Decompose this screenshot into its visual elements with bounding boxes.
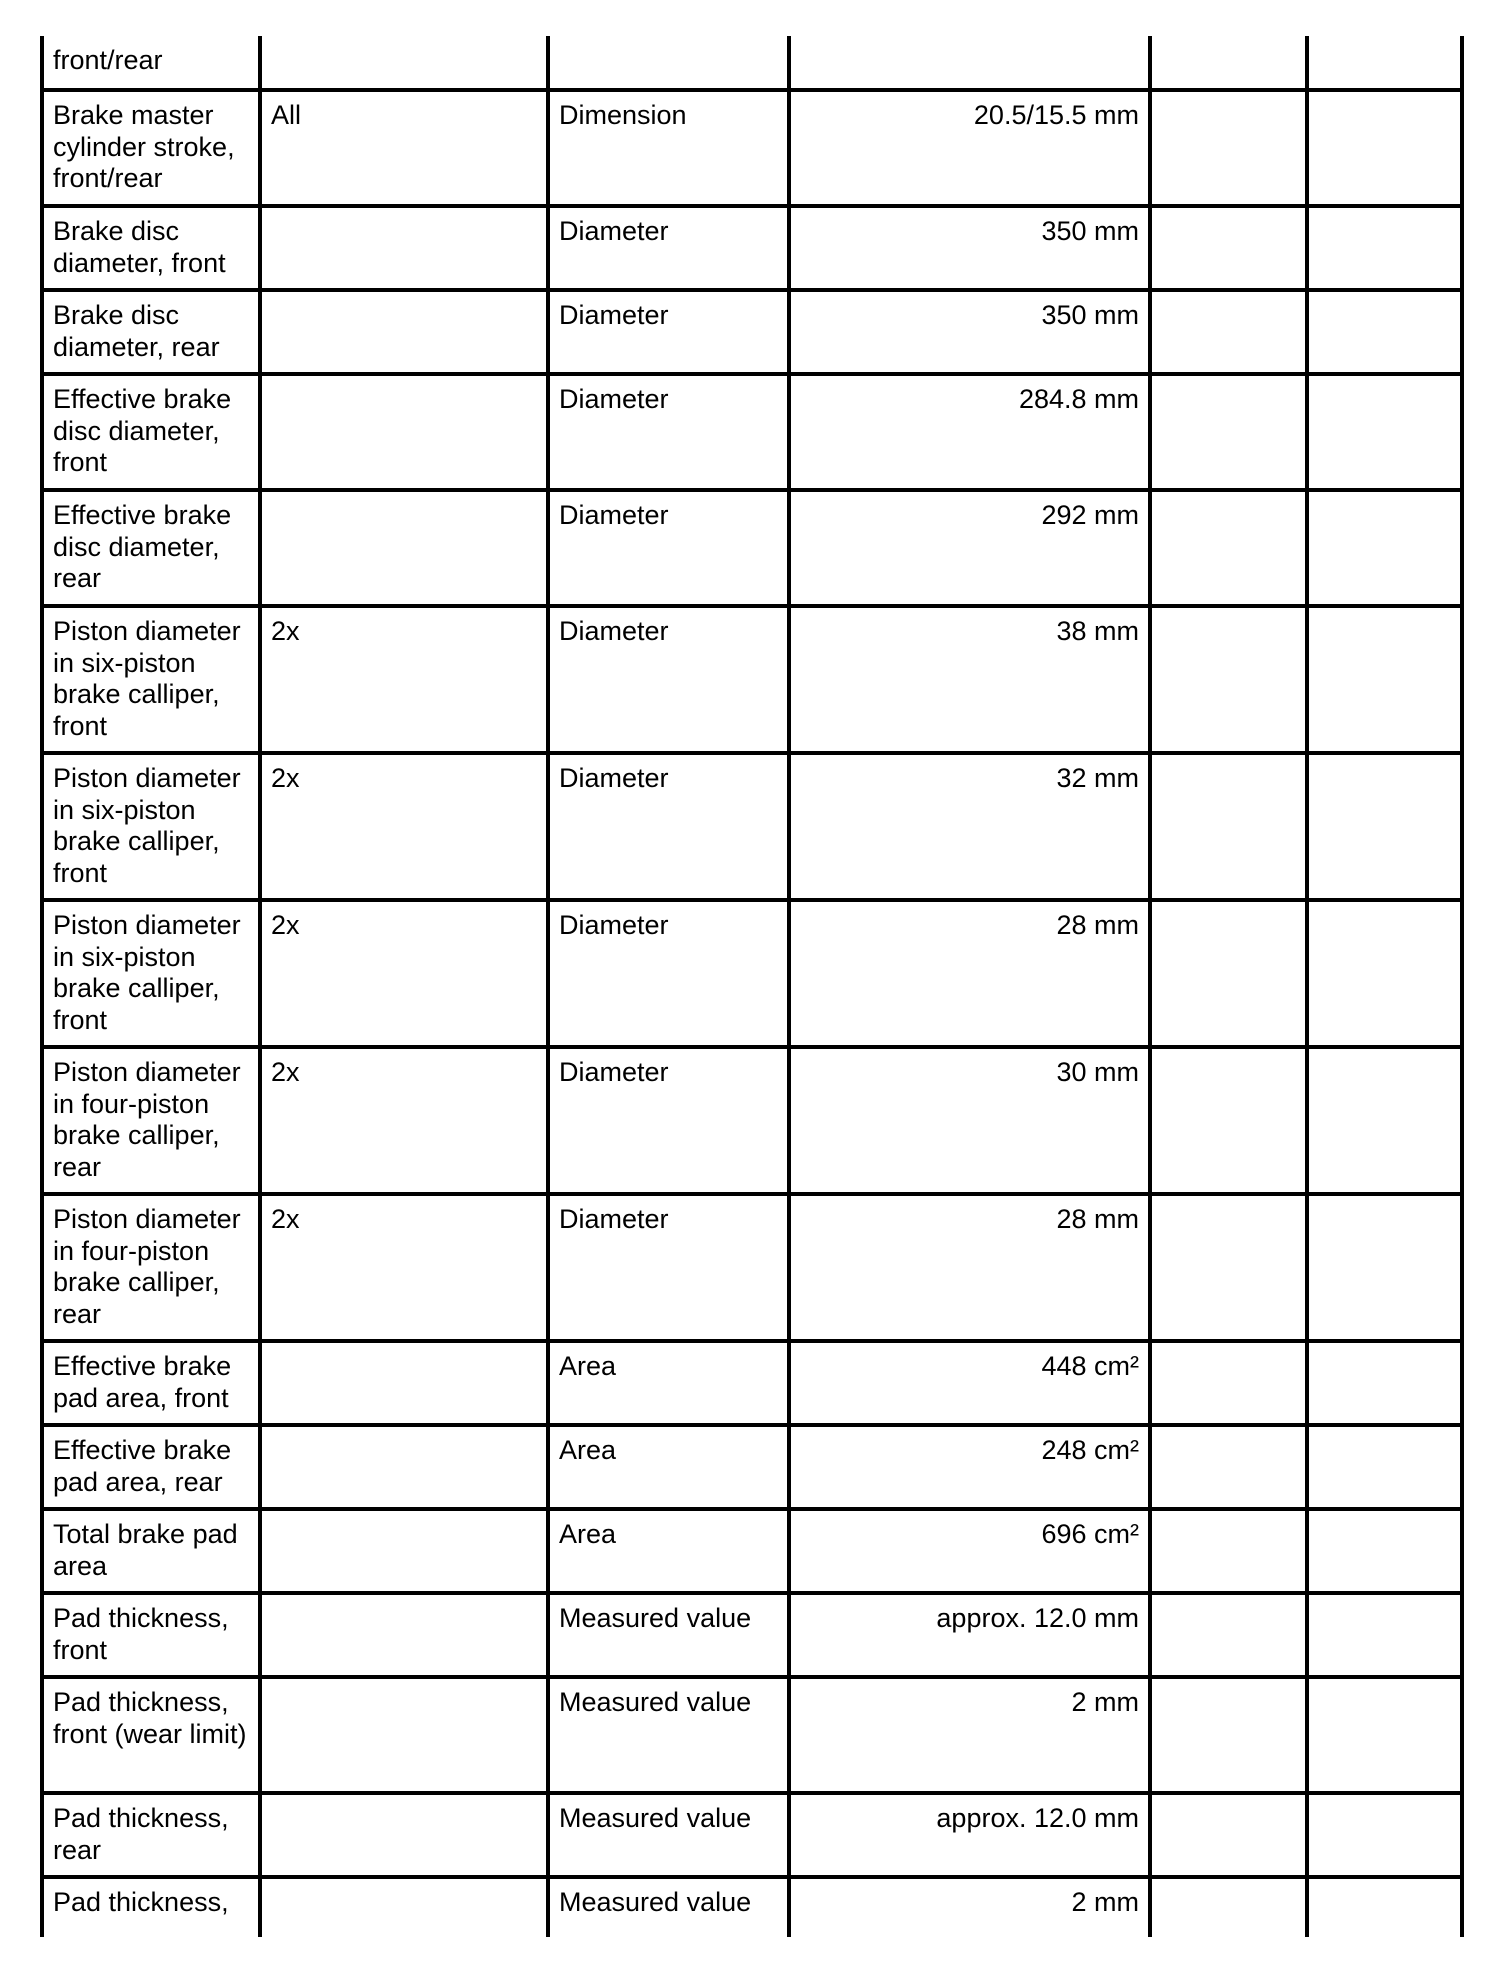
extra-cell — [1307, 1047, 1462, 1194]
type-cell: Diameter — [548, 1194, 789, 1341]
table-row — [42, 606, 1462, 753]
extra-cell — [1307, 374, 1462, 490]
quantity-cell — [260, 206, 548, 290]
extra-cell — [1307, 753, 1462, 900]
extra-cell — [1307, 1509, 1462, 1593]
type-cell: Area — [548, 1341, 789, 1425]
table-row — [42, 90, 1462, 206]
table-row — [42, 900, 1462, 1047]
table-row — [42, 206, 1462, 290]
parameter-cell: Piston diameter in four-piston brake calliper, rear — [42, 1194, 260, 1341]
extra-cell — [1307, 1425, 1462, 1509]
value-cell: 448 cm² — [789, 1341, 1150, 1425]
extra-cell — [1150, 374, 1307, 490]
quantity-cell: 2x — [260, 900, 548, 1047]
parameter-cell: Effective brake disc diameter, rear — [42, 490, 260, 606]
type-cell: Diameter — [548, 606, 789, 753]
value-cell: approx. 12.0 mm — [789, 1793, 1150, 1877]
value-cell: 350 mm — [789, 206, 1150, 290]
table-row — [42, 1341, 1462, 1425]
value-cell: 32 mm — [789, 753, 1150, 900]
quantity-cell: All — [260, 90, 548, 206]
parameter-cell: Piston diameter in four-piston brake calliper, rear — [42, 1047, 260, 1194]
extra-cell — [1150, 90, 1307, 206]
parameter-cell: Effective brake pad area, front — [42, 1341, 260, 1425]
extra-cell — [1307, 606, 1462, 753]
quantity-cell — [260, 1341, 548, 1425]
type-cell — [548, 36, 789, 90]
value-cell: 2 mm — [789, 1677, 1150, 1793]
extra-cell — [1150, 1194, 1307, 1341]
parameter-cell: Pad thickness, — [42, 1877, 260, 1937]
quantity-cell: 2x — [260, 606, 548, 753]
parameter-cell: Pad thickness, rear — [42, 1793, 260, 1877]
parameter-cell: Effective brake disc diameter, front — [42, 374, 260, 490]
extra-cell — [1150, 290, 1307, 374]
parameter-cell: Piston diameter in six-piston brake calliper, front — [42, 753, 260, 900]
quantity-cell: 2x — [260, 1194, 548, 1341]
type-cell: Area — [548, 1509, 789, 1593]
extra-cell — [1307, 1877, 1462, 1937]
type-cell: Dimension — [548, 90, 789, 206]
extra-cell — [1150, 1677, 1307, 1793]
quantity-cell — [260, 1425, 548, 1509]
value-cell: 2 mm — [789, 1877, 1150, 1937]
value-cell: 248 cm² — [789, 1425, 1150, 1509]
value-cell: 28 mm — [789, 1194, 1150, 1341]
value-cell: 20.5/15.5 mm — [789, 90, 1150, 206]
brake-spec-table — [40, 36, 1464, 1937]
value-cell: 350 mm — [789, 290, 1150, 374]
type-cell: Diameter — [548, 753, 789, 900]
quantity-cell: 2x — [260, 753, 548, 900]
table-row — [42, 1047, 1462, 1194]
quantity-cell — [260, 36, 548, 90]
extra-cell — [1150, 606, 1307, 753]
parameter-cell: Brake disc diameter, front — [42, 206, 260, 290]
extra-cell — [1150, 1793, 1307, 1877]
value-cell: 284.8 mm — [789, 374, 1150, 490]
type-cell: Area — [548, 1425, 789, 1509]
parameter-cell: Pad thickness, front (wear limit) — [42, 1677, 260, 1793]
type-cell: Diameter — [548, 206, 789, 290]
table-row — [42, 1793, 1462, 1877]
extra-cell — [1307, 490, 1462, 606]
extra-cell — [1150, 206, 1307, 290]
type-cell: Measured value — [548, 1877, 789, 1937]
value-cell: approx. 12.0 mm — [789, 1593, 1150, 1677]
quantity-cell — [260, 1877, 548, 1937]
type-cell: Diameter — [548, 900, 789, 1047]
table-row — [42, 1509, 1462, 1593]
parameter-cell: Effective brake pad area, rear — [42, 1425, 260, 1509]
table-row — [42, 1677, 1462, 1793]
value-cell: 696 cm² — [789, 1509, 1150, 1593]
type-cell: Measured value — [548, 1593, 789, 1677]
extra-cell — [1307, 206, 1462, 290]
quantity-cell — [260, 1593, 548, 1677]
table-row — [42, 36, 1462, 90]
value-cell — [789, 36, 1150, 90]
value-cell: 30 mm — [789, 1047, 1150, 1194]
extra-cell — [1307, 1194, 1462, 1341]
extra-cell — [1150, 1877, 1307, 1937]
value-cell: 38 mm — [789, 606, 1150, 753]
table-row — [42, 374, 1462, 490]
quantity-cell — [260, 1509, 548, 1593]
type-cell: Diameter — [548, 490, 789, 606]
table-row — [42, 1877, 1462, 1937]
extra-cell — [1150, 1593, 1307, 1677]
parameter-cell: Total brake pad area — [42, 1509, 260, 1593]
extra-cell — [1307, 1593, 1462, 1677]
type-cell: Measured value — [548, 1677, 789, 1793]
quantity-cell: 2x — [260, 1047, 548, 1194]
table-row — [42, 1194, 1462, 1341]
quantity-cell — [260, 490, 548, 606]
extra-cell — [1150, 1425, 1307, 1509]
quantity-cell — [260, 374, 548, 490]
extra-cell — [1150, 900, 1307, 1047]
parameter-cell: Brake disc diameter, rear — [42, 290, 260, 374]
quantity-cell — [260, 290, 548, 374]
parameter-cell: Piston diameter in six-piston brake calliper, front — [42, 606, 260, 753]
extra-cell — [1307, 36, 1462, 90]
quantity-cell — [260, 1677, 548, 1793]
table-row — [42, 290, 1462, 374]
parameter-cell: Pad thickness, front — [42, 1593, 260, 1677]
table-row — [42, 753, 1462, 900]
extra-cell — [1150, 1341, 1307, 1425]
parameter-cell: Piston diameter in six-piston brake calliper, front — [42, 900, 260, 1047]
value-cell: 28 mm — [789, 900, 1150, 1047]
extra-cell — [1150, 1509, 1307, 1593]
quantity-cell — [260, 1793, 548, 1877]
extra-cell — [1307, 1793, 1462, 1877]
extra-cell — [1307, 290, 1462, 374]
extra-cell — [1150, 490, 1307, 606]
extra-cell — [1307, 900, 1462, 1047]
parameter-cell: Brake master cylinder stroke, front/rear — [42, 90, 260, 206]
extra-cell — [1150, 36, 1307, 90]
parameter-cell: front/rear — [42, 36, 260, 90]
extra-cell — [1150, 753, 1307, 900]
value-cell: 292 mm — [789, 490, 1150, 606]
extra-cell — [1307, 1677, 1462, 1793]
extra-cell — [1307, 90, 1462, 206]
extra-cell — [1150, 1047, 1307, 1194]
type-cell: Measured value — [548, 1793, 789, 1877]
type-cell: Diameter — [548, 374, 789, 490]
table-row — [42, 490, 1462, 606]
table-body — [42, 36, 1462, 1937]
extra-cell — [1307, 1341, 1462, 1425]
type-cell: Diameter — [548, 290, 789, 374]
table-row — [42, 1425, 1462, 1509]
type-cell: Diameter — [548, 1047, 789, 1194]
table-row — [42, 1593, 1462, 1677]
